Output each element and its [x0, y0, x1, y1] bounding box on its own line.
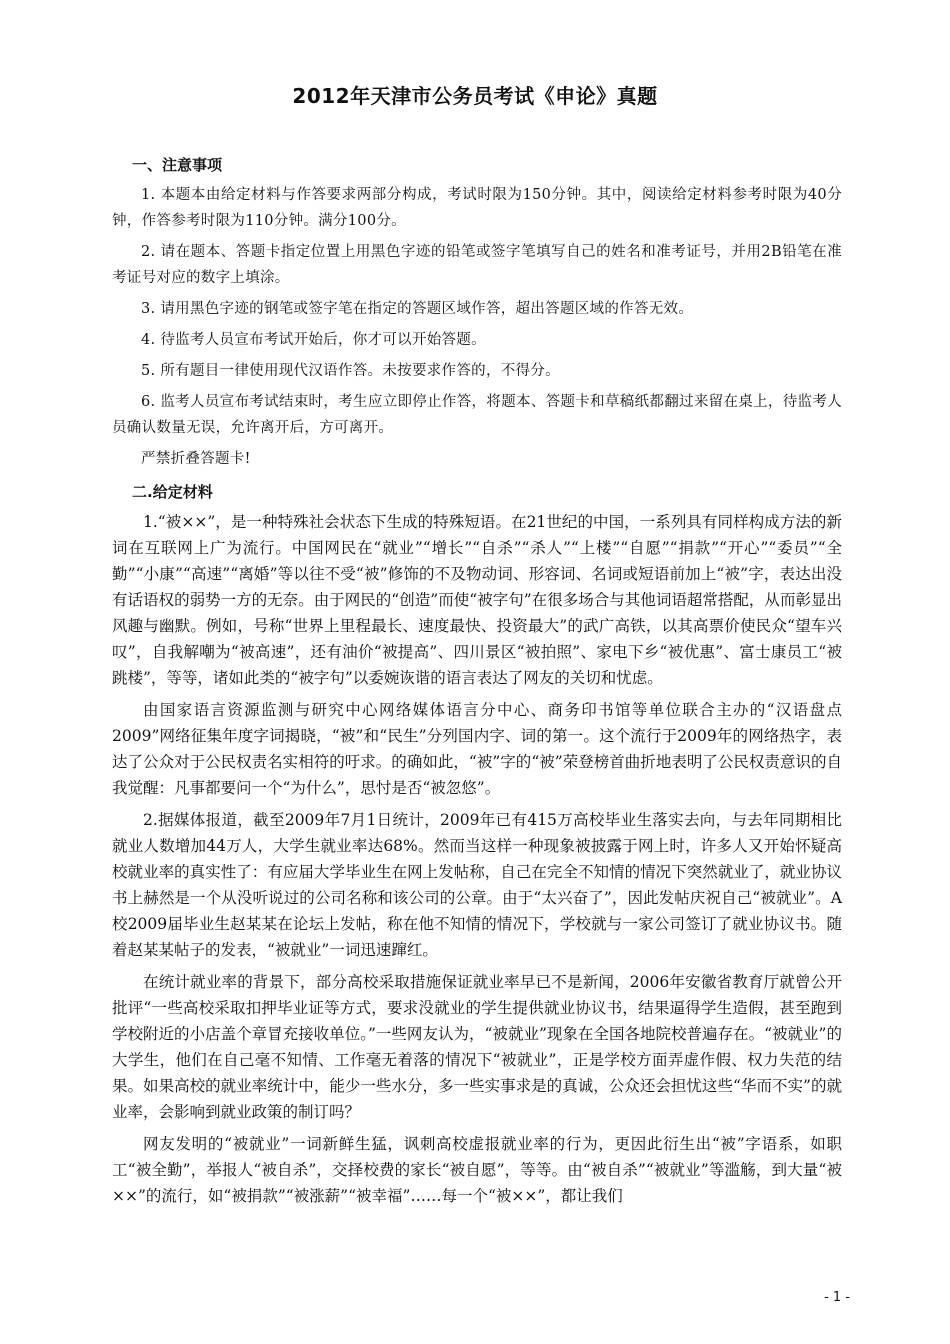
material-paragraph: 2.据媒体报道，截至2009年7月1日统计，2009年已有415万高校毕业生落实去向，与去年同期相比就业人数增加44万人，大学生就业率达68%。然而当这样一种现象被披露于网上时，许多人又开始怀疑高校就业率的真实性了：有应届大学毕业生在网上发帖称，自己在完全不知情的情况下突然就业了，就业协议书上赫然是一个从没听说过的公司名称和该公司的公章。由于“太兴奋了”，因此发帖庆祝自己“被就业”。A校2009届毕业生赵某某在论坛上发帖，称在他不知情的情况下，学校就与一家公司签订了就业协议书。随着赵某某帖子的发表，“被就业”一词迅速蹿红。 — [112, 811, 842, 959]
note-item: 1. 本题本由给定材料与作答要求两部分构成，考试时限为150分钟。其中，阅读给定材料参考时限为40分钟，作答参考时限为110分钟。满分100分。 — [112, 187, 842, 229]
note-item: 3. 请用黑色字迹的钢笔或签字笔在指定的答题区域作答，超出答题区域的作答无效。 — [141, 301, 694, 317]
material-paragraph: 网友发明的“被就业”一词新鲜生猛，讽刺高校虚报就业率的行为，更因此衍生出“被”字语系，如职工“被全勤”，举报人“被自杀”，交择校费的家长“被自愿”，等等。由“被自杀”“被就业”等滥觞，到大量“被××”的流行，如“被捐款”“被涨薪”“被幸福”……每一个“被××”，都让我们 — [112, 1135, 842, 1205]
section-heading-notes: 一、注意事项 — [132, 156, 223, 174]
note-item: 2. 请在题本、答题卡指定位置上用黑色字迹的铅笔或签字笔填写自己的姓名和准考证号，并用2B铅笔在准考证号对应的数字上填涂。 — [112, 244, 842, 286]
note-item: 4. 待监考人员宣布考试开始后，你才可以开始答题。 — [141, 332, 486, 348]
material-paragraph: 1.“被××”，是一种特殊社会状态下生成的特殊短语。在21世纪的中国，一系列具有同样构成方法的新词在互联网上广为流行。中国网民在“就业”“增长”“自杀”“杀人”“上楼”“自愿”“捐款”“开心”“委员”“全勤”“小康”“高速”“离婚”等以往不受“被”修饰的不及物动词、形容词、名词或短语前加上“被”字，表达出没有话语权的弱势一方的无奈。由于网民的“创造”而使“被字句”在很多场合与其他词语超常搭配，从而彰显出风趣与幽默。例如，号称“世界上里程最长、速度最快、投资最大”的武广高铁，以其高票价使民众“望车兴叹”，自我解嘲为“被高速”，还有油价“被提高”、四川景区“被拍照”、家电下乡“被优惠”、富士康员工“被跳楼”，等等，诸如此类的“被字句”以委婉诙谐的语言表达了网友的关切和忧虑。 — [112, 513, 842, 687]
material-paragraph: 由国家语言资源监测与研究中心网络媒体语言分中心、商务印书馆等单位联合主办的“汉语盘点2009”网络征集年度字词揭晓，“被”和“民生”分列国内字、词的第一。这个流行于2009年的网络热字，表达了公众对于公民权责名实相符的吁求。的确如此，“被”字的“被”荣登榜首曲折地表明了公民权责意识的自我觉醒：凡事都要问一个“为什么”，思忖是否“被忽悠”。 — [112, 701, 842, 797]
warning-text: 严禁折叠答题卡! — [141, 451, 251, 467]
note-item: 6. 监考人员宣布考试结束时，考生应立即停止作答，将题本、答题卡和草稿纸都翻过来留在桌上，待监考人员确认数量无误，允许离开后，方可离开。 — [112, 394, 842, 436]
section-heading-materials: 二.给定材料 — [132, 483, 213, 501]
note-item: 5. 所有题目一律使用现代汉语作答。未按要求作答的，不得分。 — [141, 363, 560, 379]
page-number: - 1 - — [824, 1290, 850, 1305]
material-paragraph: 在统计就业率的背景下，部分高校采取措施保证就业率早已不是新闻，2006年安徽省教育厅就曾公开批评“一些高校采取扣押毕业证等方式，要求没就业的学生提供就业协议书，结果逼得学生造假，甚至跑到学校附近的小店盖个章冒充接收单位。”一些网友认为，“被就业”现象在全国各地院校普遍存在。“被就业”的大学生，他们在自己毫不知情、工作毫无着落的情况下“被就业”，正是学校方面弄虚作假、权力失范的结果。如果高校的就业率统计中，能少一些水分，多一些实事求是的真诚，公众还会担忧这些“华而不实”的就业率，会影响到就业政策的制订吗？ — [112, 973, 842, 1121]
document-body — [112, 150, 842, 1215]
document-title: 2012年天津市公务员考试《申论》真题 — [292, 84, 658, 108]
